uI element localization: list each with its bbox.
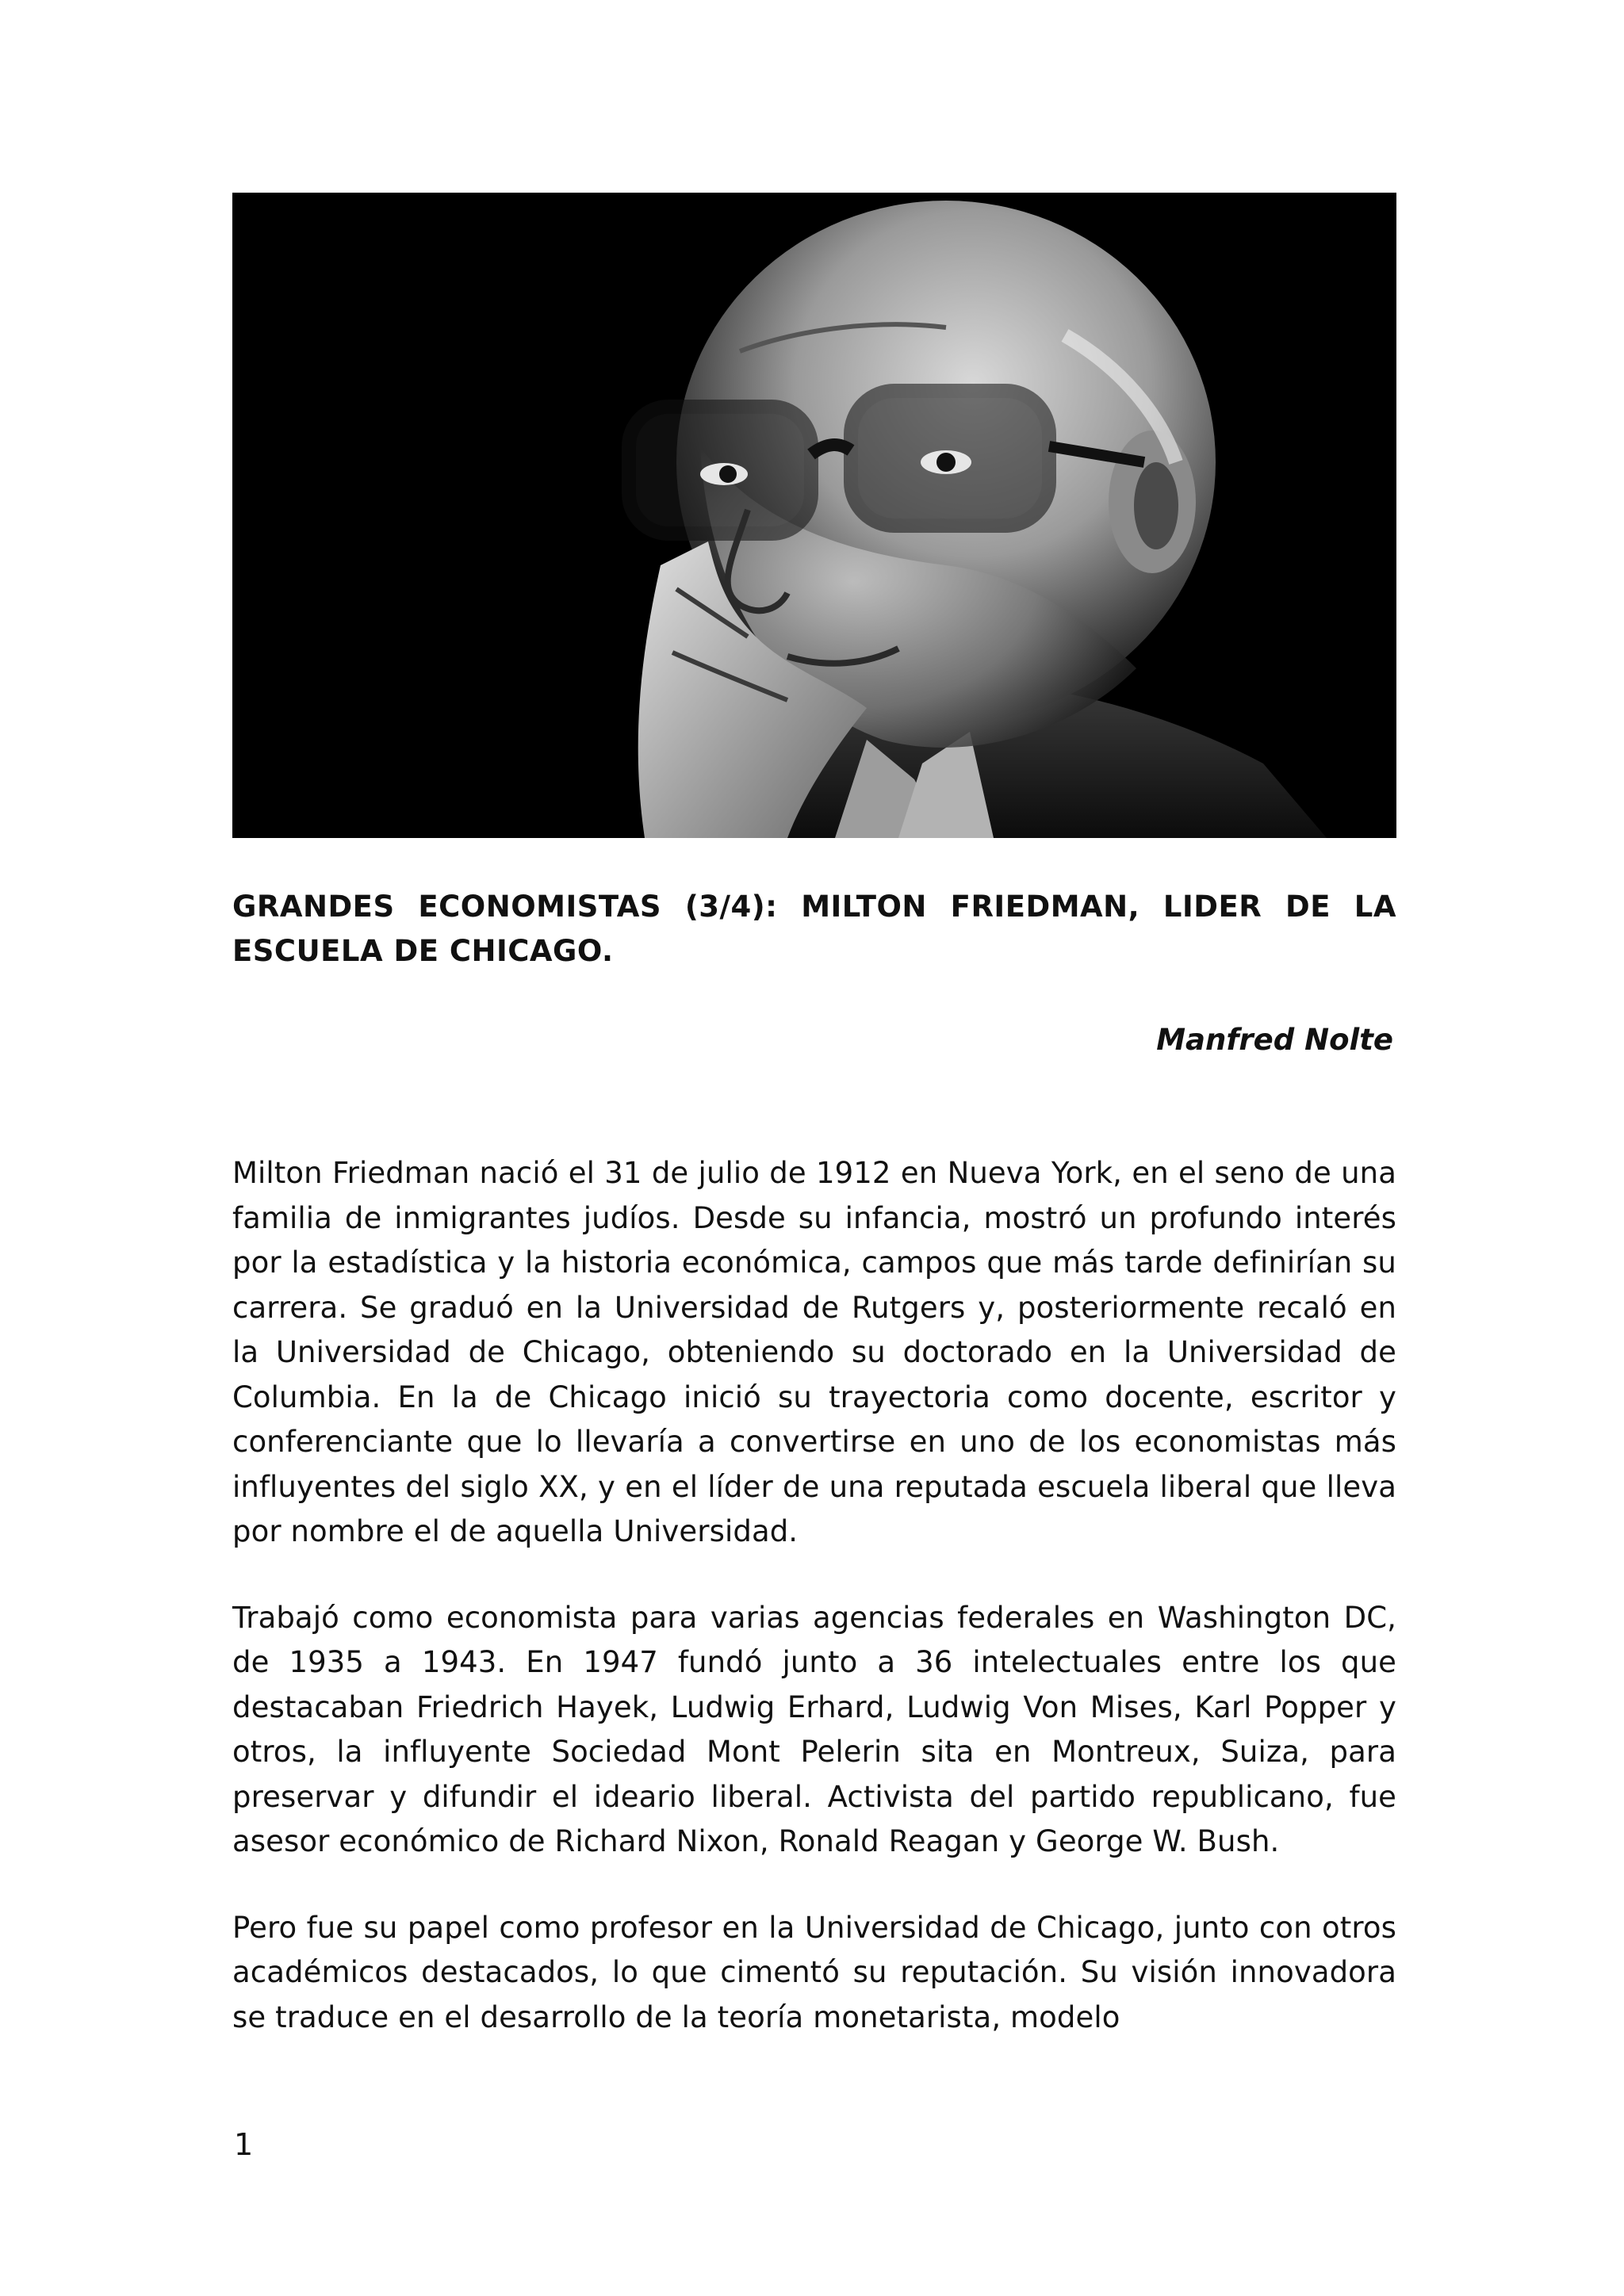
article-body	[232, 1151, 1396, 2081]
paragraph: Milton Friedman nació el 31 de julio de 1912 en Nueva York, en el seno de una familia de inmigrantes judíos. Desde su infancia, mostró un profundo interés por la estadística y la historia económica, campos que más tarde definirían su carrera. Se graduó en la Universidad de Rutgers y, posteriormente recaló en la Universidad de Chicago, obteniendo su doctorado en la Universidad de Columbia. En la de Chicago inició su trayectoria como docente, escritor y conferenciante que lo llevaría a convertirse en uno de los economistas más influyentes del siglo XX, y en el líder de una reputada escuela liberal que lleva por nombre el de aquella Universidad.	[232, 1156, 1396, 1548]
article-author: Manfred Nolte	[1156, 1023, 1393, 1057]
page-number: 1	[234, 2127, 254, 2162]
paragraph: Trabajó como economista para varias agencias federales en Washington DC, de 1935 a 1943. En 1947 fundó junto a 36 intelectuales entre los que destacaban Friedrich Hayek, Ludwig Erhard, Ludwig Von Mises, Karl Popper y otros, la influyente Sociedad Mont Pelerin sita en Montreux, Suiza, para preservar y difundir el ideario liberal. Activista del partido republicano, fue asesor económico de Richard Nixon, Ronald Reagan y George W. Bush.	[232, 1600, 1396, 1858]
portrait-illustration	[232, 193, 1396, 838]
article-title: GRANDES ECONOMISTAS (3/4): MILTON FRIEDMAN, LIDER DE LA ESCUELA DE CHICAGO.	[232, 890, 1396, 968]
portrait-photo	[232, 193, 1396, 838]
paragraph: Pero fue su papel como profesor en la Universidad de Chicago, junto con otros académicos destacados, lo que cimentó su reputación. Su visión innovadora se traduce en el desarrollo de la teoría monetarista, modelo	[232, 1910, 1396, 2034]
